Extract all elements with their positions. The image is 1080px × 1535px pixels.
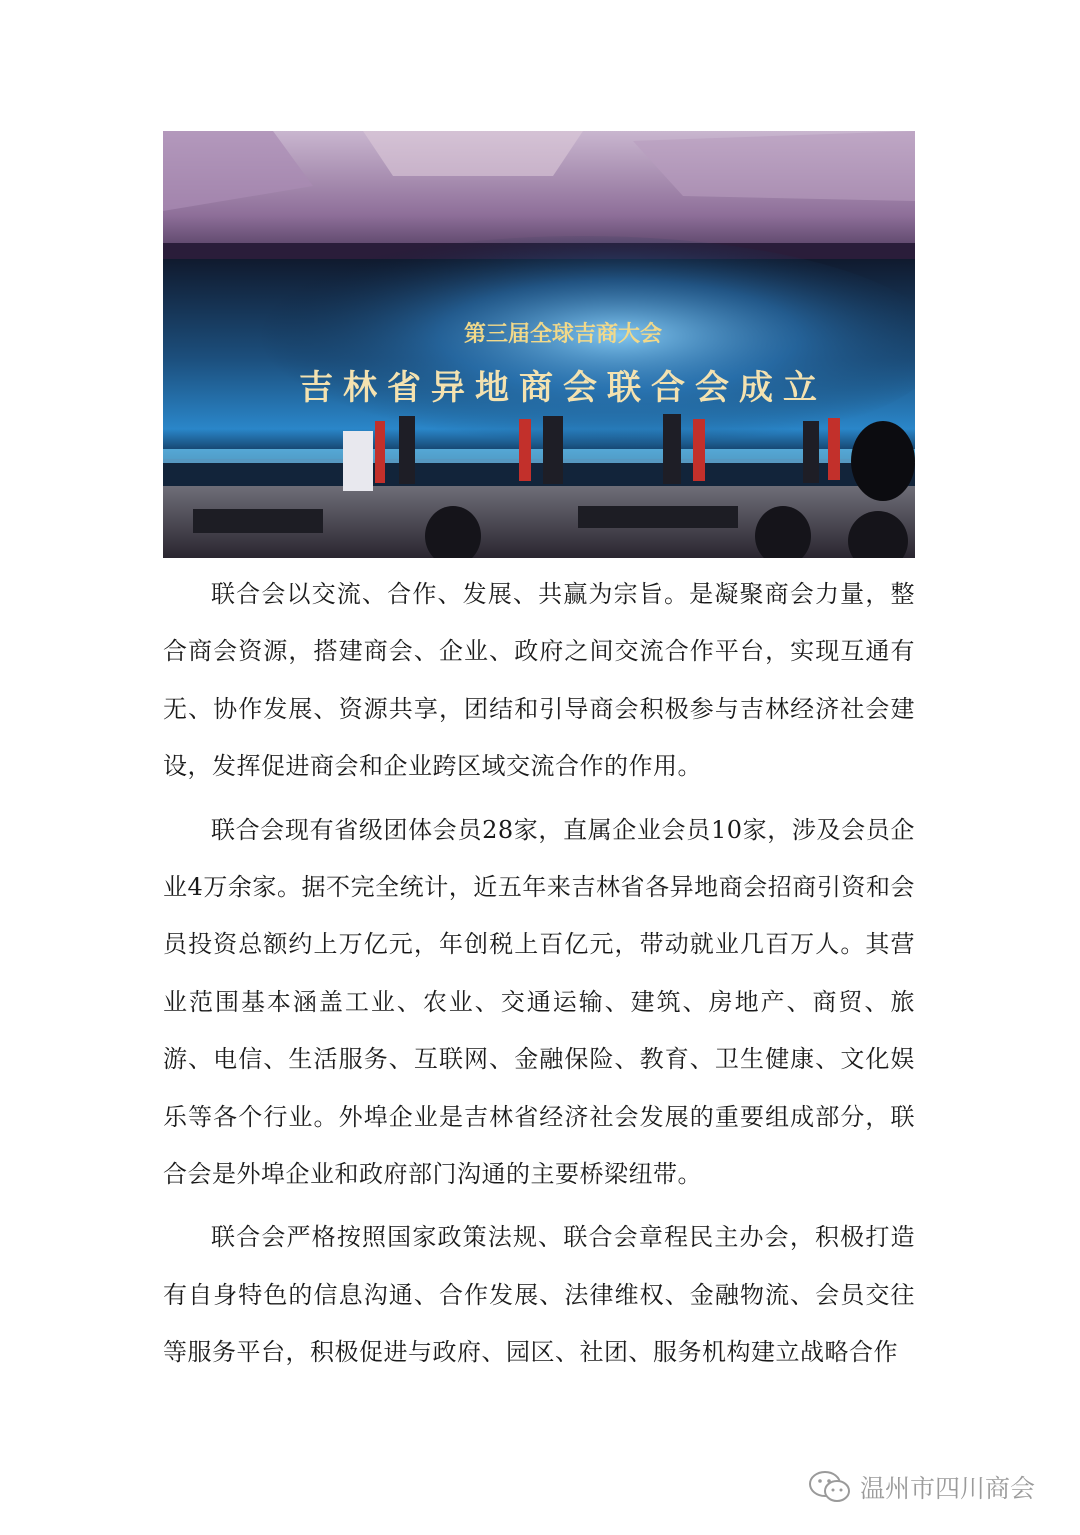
screen-title: 吉林省异地商会联合会成立	[299, 368, 827, 408]
wechat-icon	[808, 1469, 852, 1505]
screen-subtitle: 第三届全球吉商大会	[463, 322, 663, 347]
watermark	[808, 1467, 1035, 1507]
event-photo	[163, 131, 915, 558]
paragraph-3: 联合会严格按照国家政策法规、联合会章程民主办会，积极打造有自身特色的信息沟通、合作发展、法律维权、金融物流、会员交往等服务平台，积极促进与政府、园区、社团、服务机构建立战略合作	[163, 1223, 915, 1367]
watermark-text: 温州市四川商会	[860, 1474, 1036, 1503]
paragraph-1: 联合会以交流、合作、发展、共赢为宗旨。是凝聚商会力量，整合商会资源，搭建商会、企业、政府之间交流合作平台，实现互通有无、协作发展、资源共享，团结和引导商会积极参与吉林经济社会建设，发挥促进商会和企业跨区域交流合作的作用。	[163, 580, 915, 781]
article-body	[163, 566, 915, 1388]
stage-scene	[163, 131, 915, 558]
paragraph-2: 联合会现有省级团体会员28家，直属企业会员10家，涉及会员企业4万余家。据不完全统计，近五年来吉林省各异地商会招商引资和会员投资总额约上万亿元，年创税上百亿元，带动就业几百万人。其营业范围基本涵盖工业、农业、交通运输、建筑、房地产、商贸、旅游、电信、生活服务、互联网、金融保险、教育、卫生健康、文化娱乐等各个行业。外埠企业是吉林省经济社会发展的重要组成部分，联合会是外埠企业和政府部门沟通的主要桥梁纽带。	[163, 815, 915, 1189]
